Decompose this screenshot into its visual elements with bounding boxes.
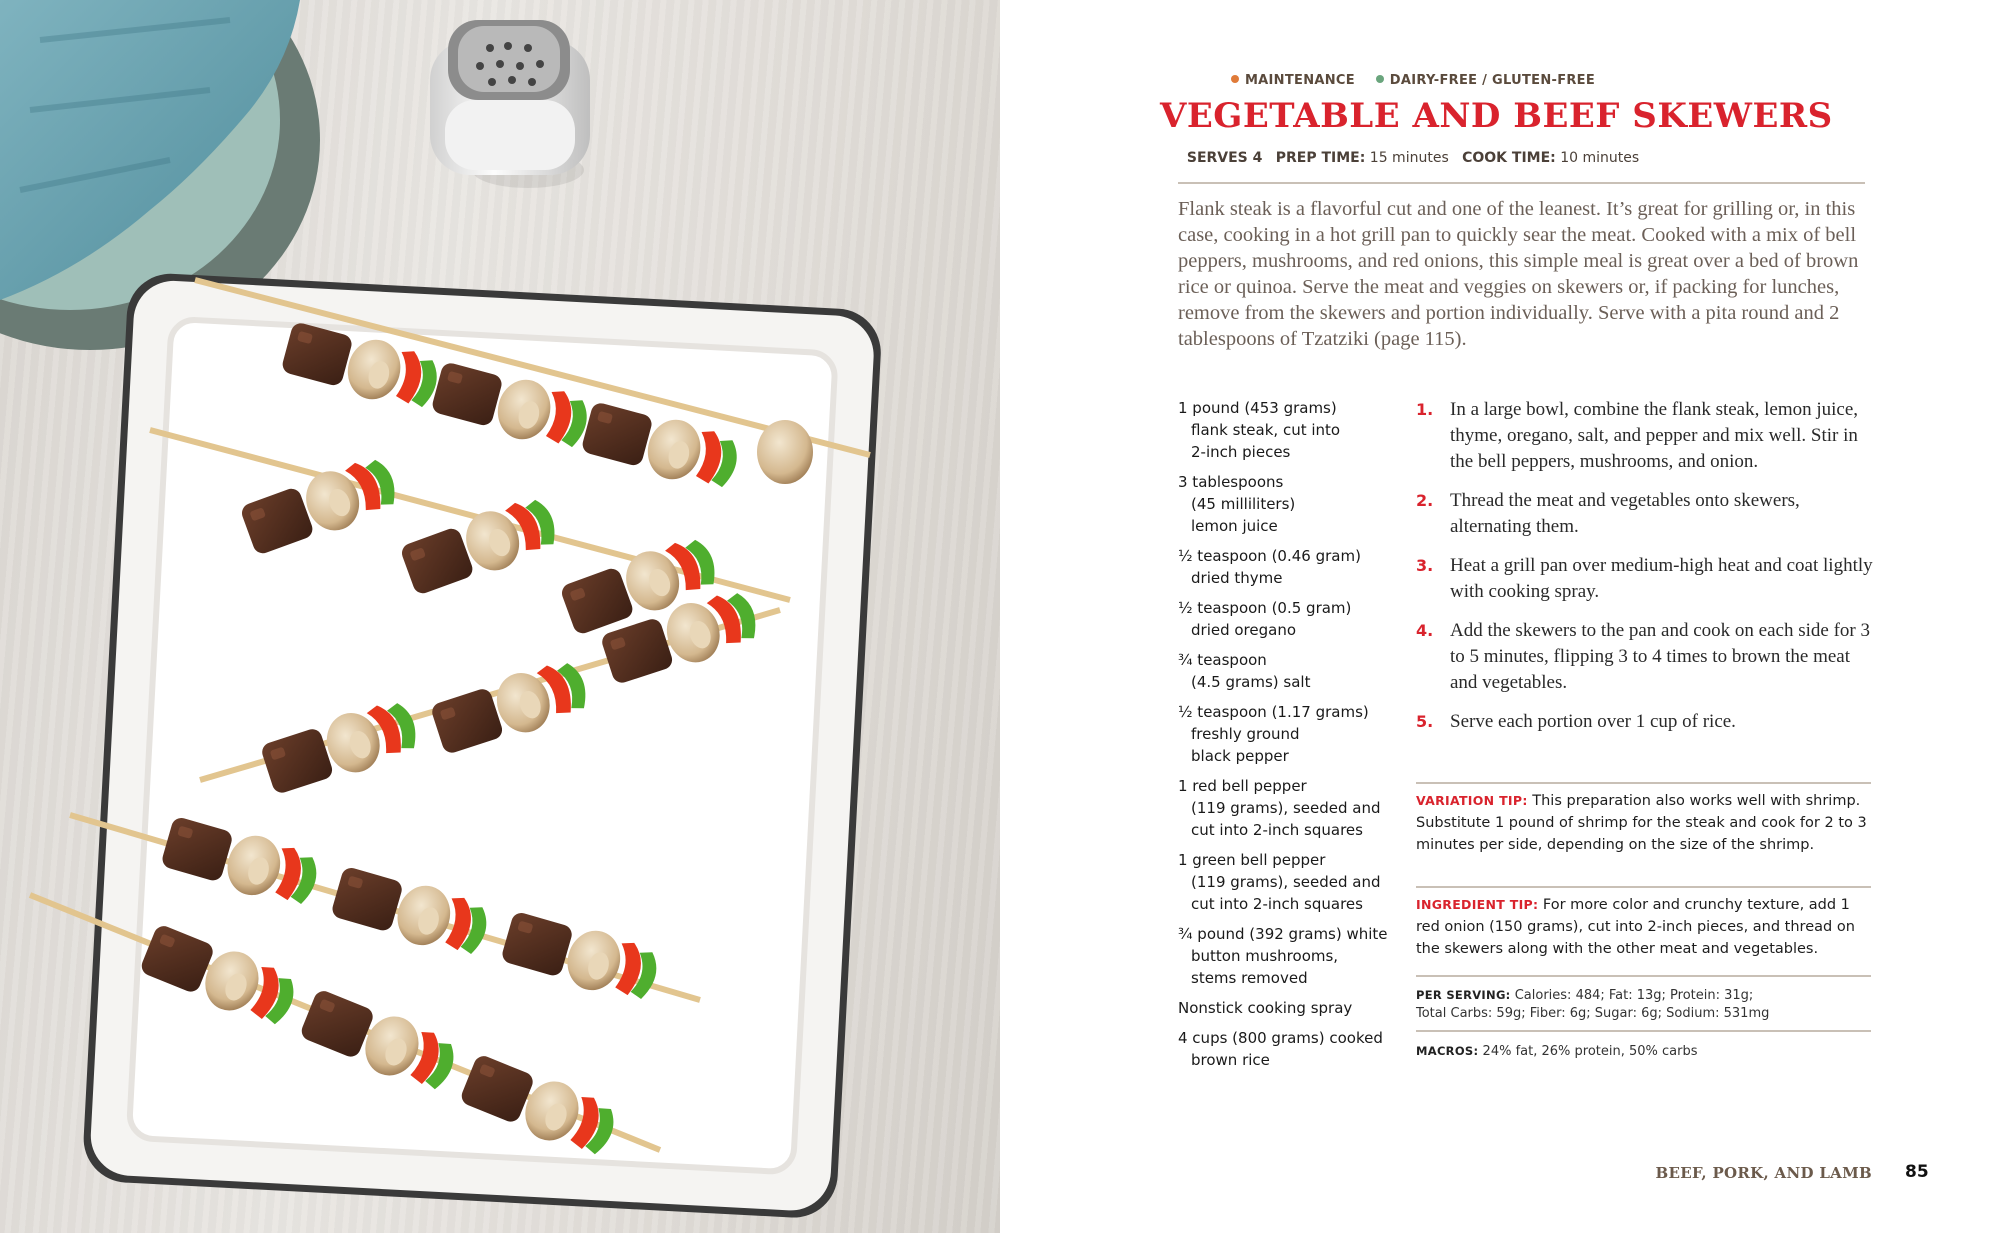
macros (1416, 1030, 1871, 1061)
ingredient-line: 1 pound (453 grams) (1178, 399, 1337, 417)
tag-dairy-free-gluten-free: DAIRY-FREE / GLUTEN-FREE (1376, 73, 1595, 88)
step-text: Serve each portion over 1 cup of rice. (1450, 711, 1736, 732)
step-text: Thread the meat and vegetables onto skewers, alternating them. (1450, 490, 1800, 537)
ingredient-item (1178, 471, 1398, 537)
diet-tags (1178, 73, 1648, 88)
direction-step (1416, 709, 1876, 735)
ingredient-line: ½ teaspoon (0.46 gram) (1178, 547, 1361, 565)
step-text: Heat a grill pan over medium-high heat and coat lightly with cooking spray. (1450, 555, 1873, 602)
ingredient-line: flank steak, cut into (1191, 421, 1341, 439)
direction-step (1416, 488, 1876, 540)
recipe-meta (1178, 150, 1648, 166)
ingredient-line: 3 tablespoons (1178, 473, 1284, 491)
ingredient-line: black pepper (1191, 747, 1289, 765)
cook-time-value: 10 minutes (1560, 150, 1640, 166)
variation-tip (1416, 782, 1871, 856)
page-number: 85 (1905, 1162, 1929, 1182)
ingredient-line: dried thyme (1191, 569, 1283, 587)
ingredient-line: lemon juice (1191, 517, 1278, 535)
ingredient-line: ½ teaspoon (0.5 gram) (1178, 599, 1352, 617)
ingredient-line: cut into 2-inch squares (1191, 821, 1363, 839)
ingredient-line: freshly ground (1191, 725, 1300, 743)
step-text: In a large bowl, combine the flank steak, lemon juice, thyme, oregano, salt, and pepper and mix well. Stir in the bell peppers, mushrooms, and onion. (1450, 399, 1859, 472)
variation-tip-text: This preparation also works well with shrimp. Substitute 1 pound of shrimp for the steak and cook for 2 to 3 minutes per side, depending on the size of the shrimp. (1416, 793, 1867, 853)
footer-section-title: BEEF, PORK, AND LAMB (1655, 1164, 1872, 1182)
recipe-intro: Flank steak is a flavorful cut and one of the leanest. It’s great for grilling or, in this case, cooking in a hot grill pan to quickly sear the meat. Cooked with a mix of bell peppers, mushrooms, and red onions, this simple meal is great over a bed of brown rice or quinoa. Serve the meat and veggies on skewers or, if packing for lunches, remove from the skewers and portion individually. Serve with a pita round and 2 tablespoons of Tzatziki (page 115). (1178, 198, 1859, 350)
ingredient-item (1178, 923, 1398, 989)
tag-dot-icon (1231, 75, 1239, 83)
ingredient-item (1178, 597, 1398, 641)
ingredient-item (1178, 849, 1398, 915)
macros-label: MACROS: (1416, 1044, 1479, 1058)
ingredient-item (1178, 701, 1398, 767)
ingredient-line: ½ teaspoon (1.17 grams) (1178, 703, 1369, 721)
ingredient-line: stems removed (1191, 969, 1308, 987)
ingredient-tip-label: INGREDIENT TIP: (1416, 897, 1539, 912)
ingredient-line: button mushrooms, (1191, 947, 1339, 965)
direction-step (1416, 618, 1876, 696)
ingredient-item (1178, 997, 1398, 1019)
ingredient-line: (45 milliliters) (1191, 495, 1296, 513)
direction-steps (1416, 397, 1876, 748)
ingredient-line: (119 grams), seeded and (1191, 799, 1381, 817)
tag-dot-icon (1376, 75, 1384, 83)
ingredient-item (1178, 775, 1398, 841)
macros-text: 24% fat, 26% protein, 50% carbs (1482, 1044, 1698, 1059)
ingredient-item (1178, 545, 1398, 589)
ingredient-line: 2-inch pieces (1191, 443, 1291, 461)
ingredient-line: (119 grams), seeded and (1191, 873, 1381, 891)
recipe-page (1000, 0, 2000, 1233)
tag-maintenance: MAINTENANCE (1231, 73, 1355, 88)
ingredient-item (1178, 1027, 1398, 1071)
ingredient-line: ¾ pound (392 grams) white (1178, 925, 1388, 943)
per-serving (1416, 975, 1871, 1023)
step-number: 1. (1416, 400, 1434, 419)
per-serving-line1: Calories: 484; Fat: 13g; Protein: 31g; (1514, 988, 1754, 1003)
ingredient-tip-text: For more color and crunchy texture, add 1 red onion (150 grams), cut into 2-inch pieces, and thread on the skewers along with the other meat and vegetables. (1416, 897, 1855, 957)
prep-time-value: 15 minutes (1369, 150, 1449, 166)
ingredient-line: dried oregano (1191, 621, 1297, 639)
serves: SERVES 4 (1186, 150, 1263, 166)
cook-time-label: COOK TIME: (1462, 150, 1556, 166)
step-number: 4. (1416, 621, 1434, 640)
recipe-title: VEGETABLE AND BEEF SKEWERS (1160, 96, 1833, 136)
ingredient-tip (1416, 886, 1871, 960)
variation-tip-label: VARIATION TIP: (1416, 793, 1528, 808)
divider (1178, 182, 1865, 184)
ingredient-line: 4 cups (800 grams) cooked (1178, 1029, 1383, 1047)
ingredient-line: 1 green bell pepper (1178, 851, 1326, 869)
step-number: 2. (1416, 491, 1434, 510)
prep-time-label: PREP TIME: (1275, 150, 1366, 166)
ingredient-item (1178, 397, 1398, 463)
step-number: 3. (1416, 556, 1434, 575)
per-serving-line2: Total Carbs: 59g; Fiber: 6g; Sugar: 6g; Sodium: 531mg (1416, 1006, 1770, 1021)
per-serving-label: PER SERVING: (1416, 988, 1511, 1002)
ingredient-list (1178, 397, 1398, 1079)
direction-step (1416, 397, 1876, 475)
ingredient-line: (4.5 grams) salt (1191, 673, 1311, 691)
step-text: Add the skewers to the pan and cook on each side for 3 to 5 minutes, flipping 3 to 4 times to brown the meat and vegetables. (1450, 620, 1870, 693)
ingredient-item (1178, 649, 1398, 693)
ingredient-line: 1 red bell pepper (1178, 777, 1307, 795)
ingredient-line: brown rice (1191, 1051, 1270, 1069)
direction-step (1416, 553, 1876, 605)
step-number: 5. (1416, 712, 1434, 731)
ingredient-line: cut into 2-inch squares (1191, 895, 1363, 913)
ingredient-line: Nonstick cooking spray (1178, 999, 1353, 1017)
ingredient-line: ¾ teaspoon (1178, 651, 1267, 669)
